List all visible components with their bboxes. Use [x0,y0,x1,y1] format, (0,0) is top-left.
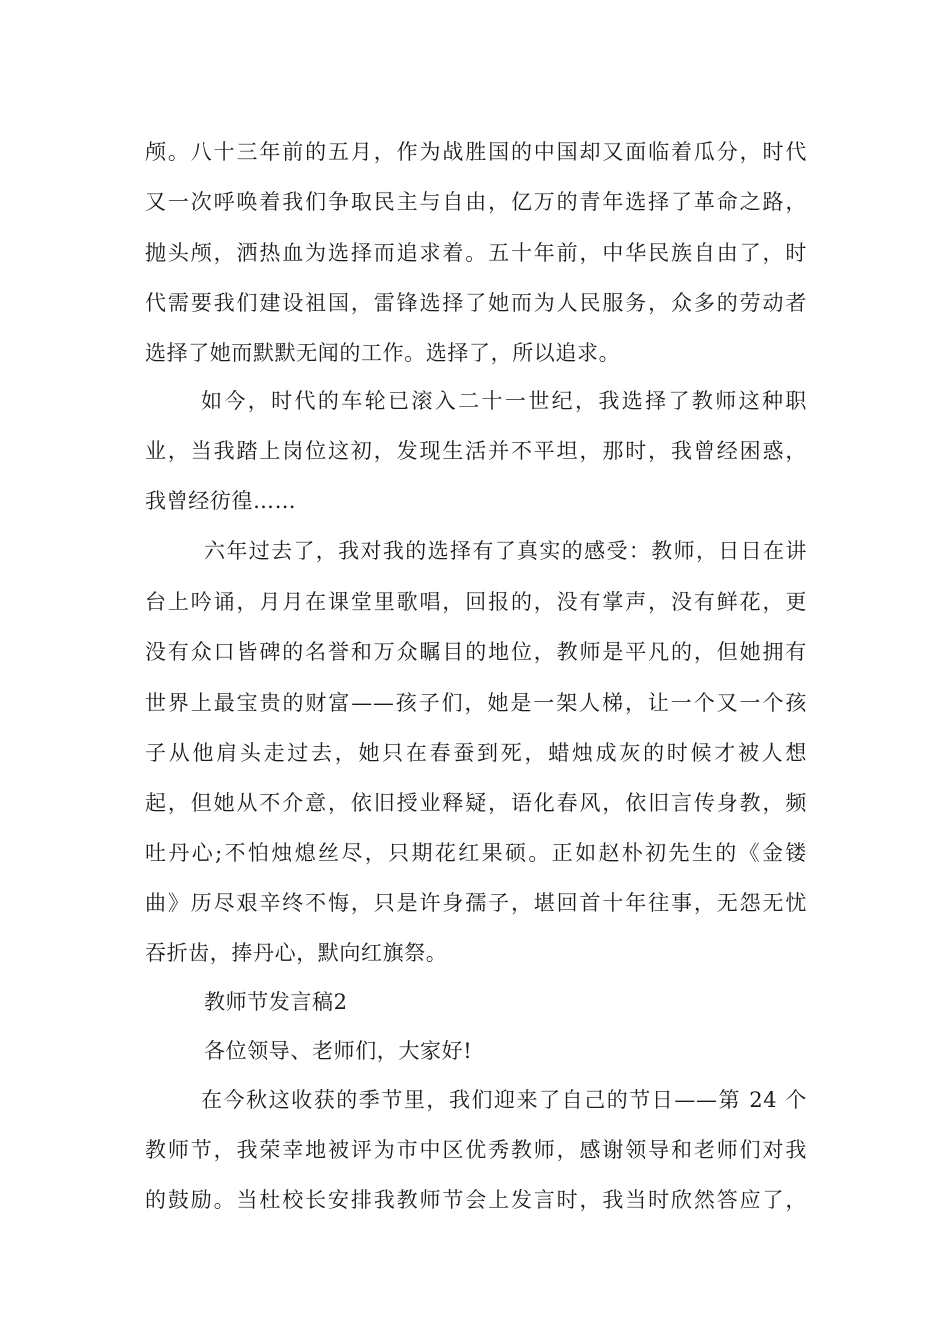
text-line: 子从他肩头走过去，她只在春蚕到死，蜡烛成灰的时候才被人想 [145,741,807,765]
text-line: 起，但她从不介意，依旧授业释疑，语化春风，依旧言传身教，频 [145,791,807,815]
text-line: 曲》历尽艰辛终不悔，只是许身孺子，堪回首十年往事，无怨无忧 [145,891,807,915]
text-line: 抛头颅，洒热血为选择而追求着。五十年前，中华民族自由了，时 [145,241,807,265]
text-line: 吐丹心;不怕烛熄丝尽，只期花红果硕。正如赵朴初先生的《金镂 [145,841,807,865]
text-line: 颅。八十三年前的五月，作为战胜国的中国却又面临着瓜分，时代 [145,140,807,164]
text-line: 又一次呼唤着我们争取民主与自由，亿万的青年选择了革命之路， [145,190,807,214]
text-line: 在今秋这收获的季节里，我们迎来了自己的节日——第 24 个 [201,1088,807,1112]
text-line: 台上吟诵，月月在课堂里歌唱，回报的，没有掌声，没有鲜花，更 [145,590,807,614]
text-line: 吞折齿，捧丹心，默向红旗祭。 [145,941,448,965]
text-line: 的鼓励。当杜校长安排我教师节会上发言时，我当时欣然答应了， [145,1188,807,1212]
text-line: 如今，时代的车轮已滚入二十一世纪，我选择了教师这种职 [201,389,807,413]
section-heading: 教师节发言稿2 [204,990,348,1014]
greeting-line: 各位领导、老师们，大家好! [204,1039,473,1063]
text-line: 世界上最宝贵的财富——孩子们，她是一架人梯，让一个又一个孩 [145,691,807,715]
text-line: 六年过去了，我对我的选择有了真实的感受：教师，日日在讲 [204,539,807,563]
text-line: 我曾经彷徨…… [145,489,297,513]
text-line: 选择了她而默默无闻的工作。选择了，所以追求。 [145,341,621,365]
text-line: 没有众口皆碑的名誉和万众瞩目的地位，教师是平凡的，但她拥有 [145,640,807,664]
text-line: 教师节，我荣幸地被评为市中区优秀教师，感谢领导和老师们对我 [145,1138,807,1162]
text-line: 代需要我们建设祖国，雷锋选择了她而为人民服务，众多的劳动者 [145,291,807,315]
text-line: 业，当我踏上岗位这初，发现生活并不平坦，那时，我曾经困惑， [145,439,807,463]
